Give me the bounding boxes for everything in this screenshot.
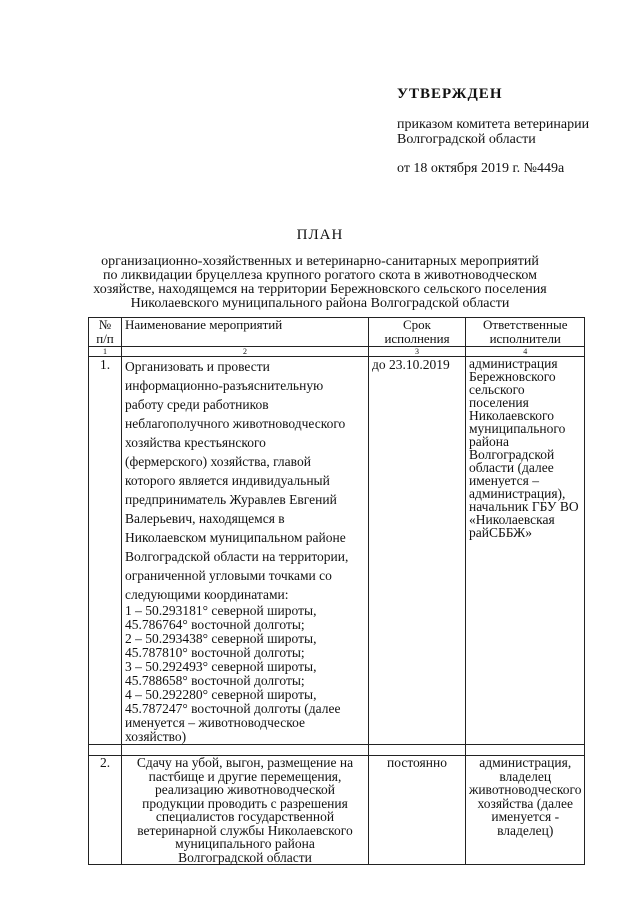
table-spacer-row: [89, 745, 585, 756]
executor-line: именуется –: [469, 473, 539, 488]
executor-line: владелец): [497, 822, 554, 838]
plan-subtitle-line: Николаевского муниципального района Волгоградской области: [130, 296, 510, 311]
header-term: [369, 318, 466, 347]
measure-line: Николаевском муниципальном районе: [125, 530, 346, 545]
executor-line: муниципального: [469, 421, 566, 436]
row-executors: [466, 357, 585, 745]
table-row: [89, 357, 585, 745]
executor-line: хозяйства (далее: [477, 795, 573, 811]
measure-line: продукции проводить с разрешения: [142, 795, 348, 811]
coordinate-line: 2 – 50.293438° северной широты,: [125, 631, 317, 646]
measure-line: пастбище и другие перемещения,: [148, 768, 342, 784]
spacer-cell: [369, 745, 466, 756]
measure-line: информационно-разъяснительную: [125, 378, 324, 393]
column-number: 2: [122, 347, 369, 357]
coordinate-line: 3 – 50.292493° северной широты,: [125, 659, 317, 674]
executor-line: животноводческого: [469, 782, 582, 797]
header-num-line: №: [98, 317, 112, 332]
executor-line: сельского поселения: [469, 382, 529, 410]
row-executors: [466, 756, 585, 865]
row-number: 1.: [89, 357, 122, 745]
executor-line: области (далее: [469, 460, 554, 475]
spacer-cell: [466, 745, 585, 756]
coordinate-line: 45.788658° восточной долготы;: [125, 673, 305, 688]
measure-line: неблагополучного животноводческого: [125, 416, 346, 431]
executor-line: райСББЖ»: [469, 525, 532, 540]
measure-line: ограниченной угловыми точками со: [125, 568, 332, 583]
header-exec-line: Ответственные: [483, 317, 568, 332]
coordinate-line: именуется – животноводческое: [125, 715, 305, 730]
executor-line: администрация,: [479, 755, 572, 770]
measure-line: реализацию животноводческой: [155, 782, 335, 797]
column-number: 4: [466, 347, 585, 357]
plan-subtitle-line: хозяйстве, находящемся на территории Бережновского сельского поселения: [93, 282, 547, 297]
measure-line: Валерьевич, находящемся в: [125, 511, 285, 526]
plan-subtitle-line: организационно-хозяйственных и ветеринарно-санитарных мероприятий: [101, 254, 539, 269]
measure-line: муниципального района: [175, 836, 315, 851]
approval-stamp: [397, 84, 637, 176]
header-exec: [466, 318, 585, 347]
approval-order-line2: Волгоградской области: [397, 132, 536, 147]
header-term-line: исполнения: [384, 331, 450, 346]
measures-table: [88, 317, 585, 865]
approval-title: УТВЕРЖДЕН: [397, 86, 503, 102]
table-row: [89, 756, 585, 865]
measure-line: Волгоградской области на территории,: [125, 549, 349, 564]
column-number: 3: [369, 347, 466, 357]
executor-line: Волгоградской: [469, 447, 555, 462]
coordinate-line: 45.786764° восточной долготы;: [125, 617, 305, 632]
executor-line: Николаевского: [469, 408, 555, 423]
measure-line: хозяйства крестьянского: [125, 435, 266, 450]
executor-line: администрация: [469, 356, 558, 371]
header-num: [89, 318, 122, 347]
executor-line: владелец: [499, 768, 552, 784]
executor-line: «Николаевская: [469, 512, 555, 527]
coordinate-line: 1 – 50.293181° северной широты,: [125, 603, 317, 618]
plan-subtitle-line: по ликвидации бруцеллеза крупного рогатого скота в животноводческом: [103, 268, 537, 283]
coordinate-line: 45.787810° восточной долготы;: [125, 645, 305, 660]
measure-line: работу среди работников: [125, 397, 269, 412]
spacer-cell: [122, 745, 369, 756]
measure-line: которого является индивидуальный: [125, 473, 330, 488]
executor-line: начальник ГБУ ВО: [469, 499, 579, 514]
spacer-cell: [89, 745, 122, 756]
measure-line: ветеринарной службы Николаевского: [137, 822, 353, 838]
row-measure: [122, 357, 369, 745]
measure-line: (фермерского) хозяйства, главой: [125, 454, 311, 469]
measure-line: предприниматель Журавлев Евгений: [125, 492, 337, 507]
header-name: Наименование мероприятий: [122, 318, 369, 347]
measure-line: Организовать и провести: [125, 359, 270, 374]
approval-order-line1: приказом комитета ветеринарии: [397, 117, 590, 132]
column-number-row: [89, 347, 585, 357]
plan-title: ПЛАН: [296, 227, 344, 243]
executor-line: администрация),: [469, 486, 566, 501]
plan-subtitle: [90, 255, 550, 311]
approval-date: от 18 октября 2019 г. №449а: [397, 161, 565, 176]
row-term: до 23.10.2019: [369, 357, 466, 745]
executor-line: Бережновского: [469, 369, 556, 384]
executor-line: именуется -: [491, 809, 560, 824]
measure-line: Волгоградской области: [178, 849, 312, 865]
column-number: 1: [89, 347, 122, 357]
header-term-line: Срок: [403, 317, 431, 332]
row-measure: [122, 756, 369, 865]
header-exec-line: исполнители: [489, 331, 561, 346]
coordinate-line: 45.787247° восточной долготы (далее: [125, 701, 341, 716]
measure-line: Сдачу на убой, выгон, размещение на: [136, 755, 354, 770]
row-term: постоянно: [369, 756, 466, 865]
executor-line: района: [469, 434, 509, 449]
coordinate-line: хозяйство): [125, 729, 187, 744]
measure-line: следующими координатами:: [125, 587, 289, 602]
row-number: 2.: [89, 756, 122, 865]
coordinate-line: 4 – 50.292280° северной широты,: [125, 687, 317, 702]
measure-line: специалистов государственной: [155, 809, 335, 824]
table-header-row: [89, 318, 585, 347]
header-num-line: п/п: [96, 331, 114, 346]
